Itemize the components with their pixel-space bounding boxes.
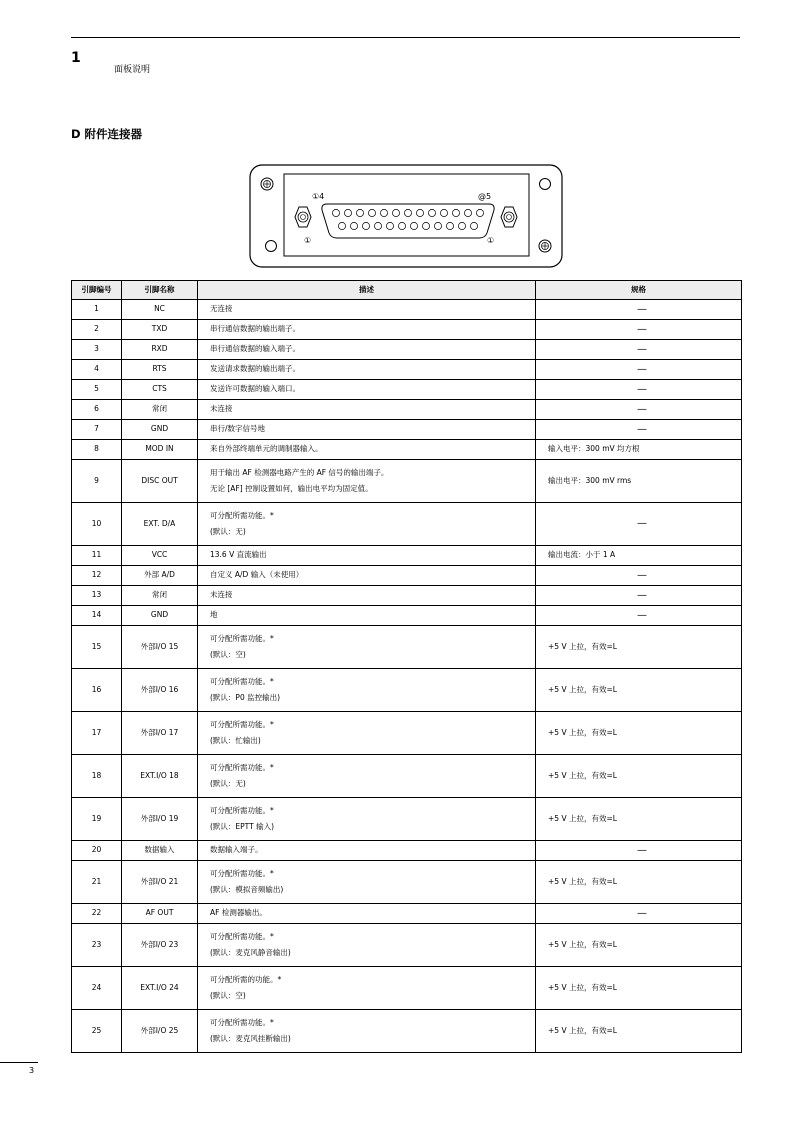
hex-standoff-left-icon [295, 207, 311, 227]
description-line: 无论 [AF] 控制设置如何，输出电平均为固定值。 [210, 484, 373, 493]
description-cell [198, 606, 536, 626]
description-cell [198, 798, 536, 841]
spec-dash: — [637, 363, 647, 375]
screw-top-left-icon [261, 178, 273, 190]
spec-cell [536, 440, 742, 460]
pin-name-cell: VCC [122, 546, 198, 566]
table-row [72, 566, 742, 586]
table-row [72, 669, 742, 712]
section-title: D 附件连接器 [71, 127, 143, 141]
table-row [72, 798, 742, 841]
description-line: (默认：EPTT 输入) [210, 822, 275, 831]
pin-number-cell: 9 [72, 460, 122, 503]
spec-cell [536, 712, 742, 755]
pin-name-cell: RXD [122, 340, 198, 360]
description-line: AF 检测器输出。 [210, 908, 267, 918]
screw-bottom-right-icon [539, 240, 551, 252]
pin-number-cell: 1 [72, 300, 122, 320]
pin-name-cell: 外部I/O 19 [122, 798, 198, 841]
pin-number-cell: 6 [72, 400, 122, 420]
spec-text: +5 V 上拉，有效=L [548, 1025, 617, 1035]
table-row [72, 420, 742, 440]
pin-number-cell: 23 [72, 924, 122, 967]
description-cell [198, 420, 536, 440]
pin-name-cell: MOD IN [122, 440, 198, 460]
table-row [72, 1010, 742, 1053]
description-cell [198, 400, 536, 420]
table-row [72, 503, 742, 546]
spec-text: 输出电流：小于 1 A [548, 550, 616, 560]
spec-dash: — [637, 518, 647, 529]
spec-text: +5 V 上拉，有效=L [548, 641, 617, 651]
table-row [72, 841, 742, 861]
pin-name-cell: GND [122, 606, 198, 626]
description-line: (默认：空) [210, 991, 246, 1000]
header-pin-name: 引脚名称 [122, 281, 198, 300]
pin-label-top-right: @5 [478, 192, 492, 201]
pin-number-cell: 12 [72, 566, 122, 586]
header-spec: 规格 [536, 281, 742, 300]
spec-dash: — [637, 589, 647, 601]
pin-number-cell: 11 [72, 546, 122, 566]
pin-name-cell: GND [122, 420, 198, 440]
header-rule [71, 37, 740, 38]
chapter-title: 面板说明 [114, 65, 151, 75]
spec-text: +5 V 上拉，有效=L [548, 982, 617, 992]
table-row [72, 904, 742, 924]
spec-cell [536, 566, 742, 586]
header-pin-number: 引脚编号 [72, 281, 122, 300]
spec-cell [536, 340, 742, 360]
description-line: 串行/数字信号地 [210, 424, 266, 434]
description-line: (默认：空) [210, 650, 246, 659]
spec-dash: — [637, 569, 647, 581]
table-row [72, 320, 742, 340]
spec-cell [536, 967, 742, 1010]
description-cell [198, 586, 536, 606]
description-cell [198, 924, 536, 967]
pin-name-cell: 外部I/O 16 [122, 669, 198, 712]
spec-cell [536, 841, 742, 861]
spec-cell [536, 460, 742, 503]
description-line: 发送许可数据的输入端口。 [210, 384, 300, 394]
description-line: 可分配所需功能。* [210, 931, 274, 941]
description-cell [198, 340, 536, 360]
description-cell [198, 320, 536, 340]
description-cell [198, 712, 536, 755]
spec-dash: — [637, 323, 647, 335]
spec-cell [536, 300, 742, 320]
pin-label-top-left: ①4 [312, 192, 325, 201]
table-row [72, 861, 742, 904]
table-row [72, 967, 742, 1010]
table-row [72, 400, 742, 420]
pin-number-cell: 4 [72, 360, 122, 380]
spec-cell [536, 669, 742, 712]
description-line: 可分配所需功能。* [210, 510, 274, 520]
spec-text: +5 V 上拉，有效=L [548, 684, 617, 694]
spec-dash: — [637, 303, 647, 315]
spec-dash: — [637, 403, 647, 415]
spec-cell [536, 420, 742, 440]
spec-text: 输出电平：300 mV rms [548, 475, 632, 485]
table-row [72, 606, 742, 626]
db25-connector-diagram [249, 164, 563, 268]
description-line: 可分配所需功能。* [210, 805, 274, 815]
spec-cell [536, 924, 742, 967]
description-line: (默认：无) [210, 779, 246, 788]
description-line: (默认：P0 监控输出) [210, 693, 281, 702]
pin-number-cell: 3 [72, 340, 122, 360]
table-row [72, 712, 742, 755]
description-line: 串行通信数据的输出端子。 [210, 324, 300, 334]
description-line: (默认：模拟音频输出) [210, 885, 284, 894]
description-line: 可分配所需功能。* [210, 633, 274, 643]
pin-name-cell: 外部I/O 21 [122, 861, 198, 904]
spec-dash: — [637, 907, 647, 919]
mount-hole-bottom-left-icon [266, 241, 277, 252]
spec-text: +5 V 上拉，有效=L [548, 770, 617, 780]
description-cell [198, 460, 536, 503]
table-row [72, 360, 742, 380]
spec-text: +5 V 上拉，有效=L [548, 939, 617, 949]
description-cell [198, 566, 536, 586]
description-line: 未连接 [210, 590, 233, 600]
pin-number-cell: 17 [72, 712, 122, 755]
spec-cell [536, 400, 742, 420]
hex-standoff-right-icon [501, 207, 517, 227]
description-line: 发送请求数据的输出端子。 [210, 364, 300, 374]
pin-label-bottom-right: ① [487, 236, 495, 245]
table-row [72, 340, 742, 360]
description-cell [198, 380, 536, 400]
mount-hole-top-right-icon [540, 179, 551, 190]
table-row [72, 440, 742, 460]
description-line: 无连接 [210, 304, 233, 314]
pin-name-cell: EXT.I/O 18 [122, 755, 198, 798]
pin-number-cell: 16 [72, 669, 122, 712]
spec-cell [536, 904, 742, 924]
description-line: 可分配所需功能。* [210, 868, 274, 878]
spec-text: 输入电平：300 mV 均方根 [548, 444, 640, 454]
description-line: 未连接 [210, 404, 233, 414]
table-row [72, 755, 742, 798]
description-line: 自定义 A/D 输入（未使用） [210, 570, 304, 580]
description-cell [198, 861, 536, 904]
table-header-row [72, 281, 742, 300]
pin-number-cell: 18 [72, 755, 122, 798]
pin-number-cell: 19 [72, 798, 122, 841]
description-line: 可分配所需功能。* [210, 1017, 274, 1027]
description-cell [198, 546, 536, 566]
pin-name-cell: DISC OUT [122, 460, 198, 503]
pin-name-cell: AF OUT [122, 904, 198, 924]
spec-text: +5 V 上拉，有效=L [548, 727, 617, 737]
pin-label-bottom-left: ① [304, 236, 312, 245]
spec-text: +5 V 上拉，有效=L [548, 876, 617, 886]
pin-number-cell: 8 [72, 440, 122, 460]
pin-name-cell: EXT.I/O 24 [122, 967, 198, 1010]
description-cell [198, 841, 536, 861]
pin-name-cell: 数据输入 [122, 841, 198, 861]
description-cell [198, 967, 536, 1010]
table-row [72, 924, 742, 967]
pin-name-cell: CTS [122, 380, 198, 400]
table-row [72, 300, 742, 320]
description-line: (默认：无) [210, 527, 246, 536]
pin-number-cell: 7 [72, 420, 122, 440]
description-cell [198, 360, 536, 380]
pin-number-cell: 15 [72, 626, 122, 669]
table-row [72, 380, 742, 400]
spec-cell [536, 798, 742, 841]
pin-name-cell: 常闭 [122, 586, 198, 606]
pin-name-cell: 外部I/O 23 [122, 924, 198, 967]
description-line: 可分配所需功能。* [210, 676, 274, 686]
spec-cell [536, 861, 742, 904]
description-line: 可分配所需功能。* [210, 719, 274, 729]
pin-number-cell: 10 [72, 503, 122, 546]
table-row [72, 460, 742, 503]
description-line: (默认：忙输出) [210, 736, 261, 745]
pin-number-cell: 13 [72, 586, 122, 606]
spec-text: +5 V 上拉，有效=L [548, 813, 617, 823]
spec-cell [536, 606, 742, 626]
pin-number-cell: 22 [72, 904, 122, 924]
spec-cell [536, 755, 742, 798]
description-line: 可分配所需的功能。* [210, 974, 282, 984]
spec-dash: — [637, 844, 647, 856]
pin-number-cell: 2 [72, 320, 122, 340]
spec-dash: — [637, 343, 647, 355]
pin-number-cell: 25 [72, 1010, 122, 1053]
spec-cell [536, 626, 742, 669]
spec-dash: — [637, 383, 647, 395]
description-line: 可分配所需功能。* [210, 762, 274, 772]
table-row [72, 546, 742, 566]
description-cell [198, 669, 536, 712]
spec-cell [536, 360, 742, 380]
pin-number-cell: 5 [72, 380, 122, 400]
description-cell [198, 626, 536, 669]
description-line: 用于输出 AF 检测器电路产生的 AF 信号的输出端子。 [210, 467, 389, 477]
spec-cell [536, 503, 742, 546]
pin-number-cell: 20 [72, 841, 122, 861]
spec-cell [536, 320, 742, 340]
header-description: 描述 [198, 281, 536, 300]
spec-cell [536, 546, 742, 566]
description-line: 来自外部终端单元的调制器输入。 [210, 444, 323, 454]
table-row [72, 626, 742, 669]
chapter-number: 1 [71, 50, 81, 66]
description-line: 数据输入端子。 [210, 845, 263, 855]
description-line: 串行通信数据的输入端子。 [210, 344, 300, 354]
spec-dash: — [637, 423, 647, 435]
description-cell [198, 440, 536, 460]
description-cell [198, 1010, 536, 1053]
pin-name-cell: EXT. D/A [122, 503, 198, 546]
pin-number-cell: 24 [72, 967, 122, 1010]
pin-name-cell: NC [122, 300, 198, 320]
pin-number-cell: 21 [72, 861, 122, 904]
spec-dash: — [637, 609, 647, 621]
spec-cell [536, 586, 742, 606]
description-line: (默认：麦克风挂断输出) [210, 1034, 291, 1043]
description-line: 13.6 V 直流输出 [210, 550, 267, 560]
spec-cell [536, 1010, 742, 1053]
pin-name-cell: 外部I/O 15 [122, 626, 198, 669]
page-number: 3 [29, 1066, 35, 1075]
pin-name-cell: 常闭 [122, 400, 198, 420]
description-cell [198, 503, 536, 546]
pin-name-cell: 外部 A/D [122, 566, 198, 586]
description-cell [198, 904, 536, 924]
pin-number-cell: 14 [72, 606, 122, 626]
description-line: (默认：麦克风静音输出) [210, 948, 291, 957]
description-cell [198, 755, 536, 798]
pin-name-cell: 外部I/O 17 [122, 712, 198, 755]
description-cell [198, 300, 536, 320]
pin-name-cell: TXD [122, 320, 198, 340]
spec-cell [536, 380, 742, 400]
table-row [72, 586, 742, 606]
pin-name-cell: RTS [122, 360, 198, 380]
footer-rule [0, 1062, 38, 1063]
pin-table [71, 280, 742, 1053]
pin-name-cell: 外部I/O 25 [122, 1010, 198, 1053]
description-line: 地 [210, 610, 218, 620]
